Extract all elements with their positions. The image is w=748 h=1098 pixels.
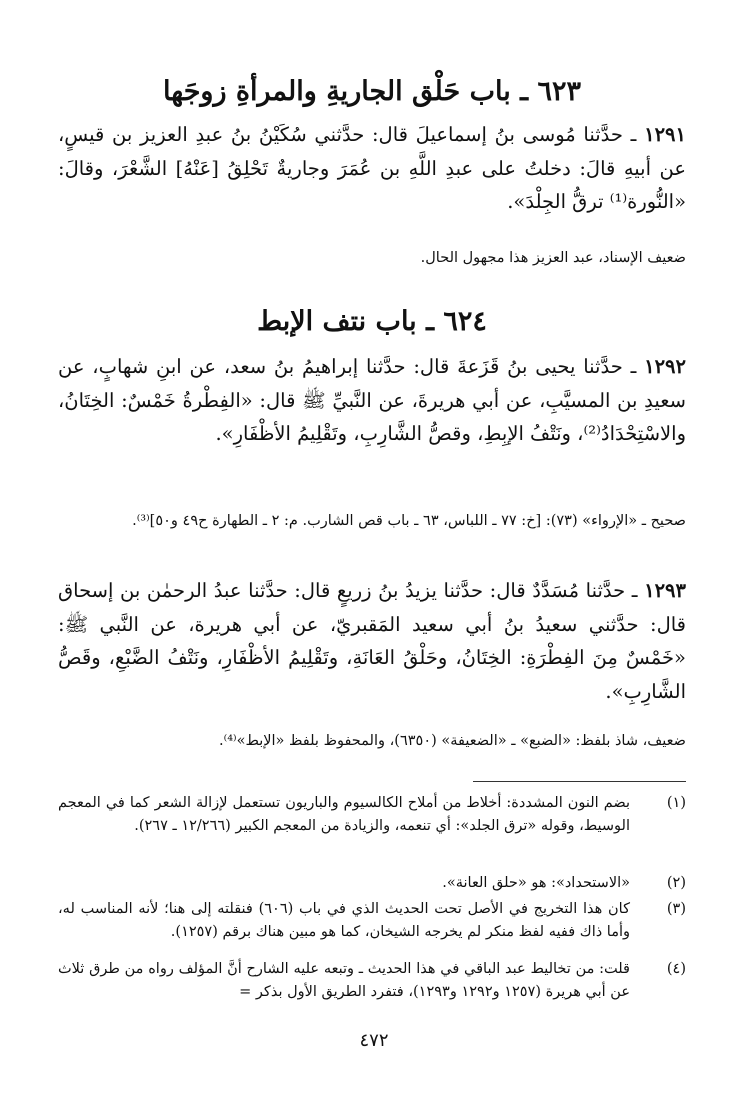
- chapter-heading-623: ٦٢٣ ـ باب حَلْق الجاريةِ والمرأةِ زوجَها: [163, 76, 581, 107]
- footnote-2: [58, 872, 686, 895]
- hadith-number: ١٢٩٢: [644, 355, 686, 378]
- footnote-separator: [473, 781, 686, 782]
- footnote-label: (٢): [666, 875, 686, 891]
- chapter-heading-624: ٦٢٤ ـ باب نتف الإبط: [257, 306, 487, 337]
- footnote-text: «الاستحداد»: هو «حلق العانة».: [442, 875, 630, 891]
- hadith-text: ـ حدَّثنا مُوسى بنُ إسماعيلَ قال: حدَّثني سُكَيْنُ بنُ عبدِ العزيز بن قيسٍ، عن أبيهِ قالَ: دخلتُ على عبدِ اللَّهِ بن عُمَرَ وجاريةٌ تَحْلِقُ [عَنْهُ] الشَّعْرَ، وقالَ: «النُّورة⁽¹⁾ ترقُّ الجِلْدَ».: [58, 123, 686, 213]
- hadith-1291: [58, 118, 686, 219]
- hadith-1293: [58, 574, 686, 708]
- page-number: ٤٧٢: [359, 1030, 389, 1051]
- footnote-label: (٣): [666, 901, 686, 917]
- footnote-text: كان هذا التخريج في الأصل تحت الحديث الذي في باب (٦٠٦) فنقلته إلى هنا؛ لأنه المناسب له، وأما ذاك ففيه لفظ منكر لم يخرجه الشيخان، كما هو مبين هناك برقم (١٢٥٧).: [58, 901, 630, 940]
- hadith-text: ـ حدَّثنا مُسَدَّدٌ قال: حدَّثنا يزيدُ بنُ زريعٍ قال: حدَّثنا عبدُ الرحمٰن بن إسحاق قال: حدَّثني سعيدُ بنُ أبي سعيد المَقبريّ، عن أبي هريرة، عن النَّبي ﷺ: «خَمْسٌ مِنَ الفِطْرَةِ: الخِتَانُ، وحَلْقُ العَانَةِ، وتَقْلِيمُ الأظْفَارِ، ونَتْفُ الضَّبْعِ، وقَصُّ الشَّارِبِ».: [58, 579, 686, 703]
- footnote-text: قلت: من تخاليط عبد الباقي في هذا الحديث ـ وتبعه عليه الشارح أنَّ المؤلف رواه من طرق ثلاث عن أبي هريرة (١٢٥٧ و١٢٩٢ و١٢٩٣)، فتفرد الطريق الأول بذكر =: [58, 961, 630, 1000]
- footnote-label: (٤): [666, 961, 686, 977]
- hadith-1292: [58, 350, 686, 451]
- hadith-1293-grading: ضعيف، شاذ بلفظ: «الضبع» ـ «الضعيفة» (٦٣٥٠)، والمحفوظ بلفظ «الإبط»⁽⁴⁾.: [219, 733, 686, 749]
- footnote-label: (١): [666, 795, 686, 811]
- hadith-text: ـ حدَّثنا يحيى بنُ قَزَعةَ قال: حدَّثنا إبراهيمُ بنُ سعد، عن ابنِ شهابٍ، عن سعيدِ بن المسيَّبِ، عن أبي هريرةَ، عن النَّبيِّ ﷺ قال: «الفِطْرةُ خَمْسٌ: الخِتَانُ، والاسْتِحْدَادُ⁽²⁾، ونَتْفُ الإبِطِ، وقصُّ الشَّارِبِ، وتَقْلِيمُ الأظْفَارِ».: [58, 355, 686, 445]
- hadith-1292-grading: صحيح ـ «الإرواء» (٧٣): [خ: ٧٧ ـ اللباس، ٦٣ ـ باب قص الشارب. م: ٢ ـ الطهارة ح٤٩ و٥٠]⁽³⁾.: [132, 513, 686, 529]
- hadith-number: ١٢٩٣: [644, 579, 686, 602]
- footnote-1: [58, 792, 686, 838]
- footnote-3: [58, 898, 686, 944]
- footnote-text: بضم النون المشددة: أخلاط من أملاح الكالسيوم والباريون تستعمل لإزالة الشعر كما في المعجم الوسيط، وقوله «ترق الجلد»: أي تنعمه، والزيادة من المعجم الكبير (١٢/٢٦٦ ـ ٢٦٧).: [58, 795, 630, 834]
- hadith-1291-grading: ضعيف الإسناد، عبد العزيز هذا مجهول الحال.: [420, 250, 686, 266]
- hadith-number: ١٢٩١: [644, 123, 686, 146]
- footnote-4: [58, 958, 686, 1004]
